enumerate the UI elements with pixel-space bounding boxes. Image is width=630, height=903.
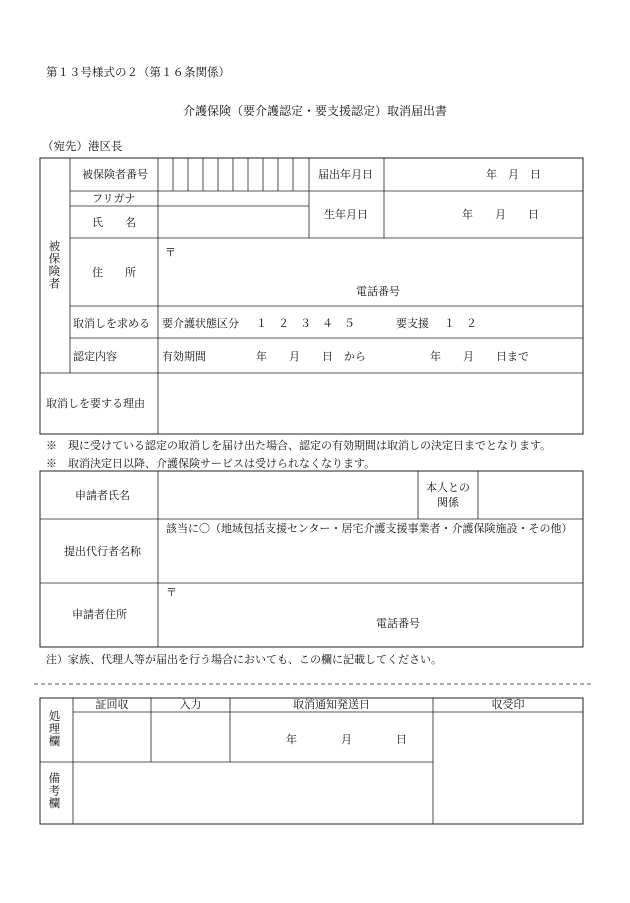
support-label: 要支援: [396, 317, 429, 330]
page-title: 介護保険（要介護認定・要支援認定）取消届出書: [182, 104, 447, 118]
col-notice: 取消通知発送日: [293, 698, 370, 711]
form-id: 第１３号様式の２（第１６条関係）: [46, 65, 230, 79]
relation-label-1: 本人との: [426, 481, 470, 494]
phone-label: 電話番号: [356, 285, 400, 298]
care-level-label: 要介護状態区分: [162, 317, 239, 330]
care-levels: １ ２ ３ ４ ５: [256, 317, 355, 330]
addressee: （宛先）港区長: [42, 139, 123, 153]
address-label: 住 所: [92, 266, 136, 279]
footnote: 注）家族、代理人等が届出を行う場合においても、この欄に記載してください。: [46, 653, 442, 666]
birth-value: 年 月 日: [462, 208, 539, 221]
col-input: 入力: [179, 698, 202, 711]
insured-side-label: 被保険者: [47, 240, 62, 290]
cancel-label: 取消しを求める: [73, 317, 150, 330]
remarks-label: 備考欄: [47, 772, 62, 810]
processing-label: 処理欄: [47, 710, 62, 748]
filing-date-value: 年 月 日: [486, 168, 541, 181]
note-2: ※ 取消決定日以降、介護保険サービスは受けられなくなります。: [46, 457, 376, 470]
applicant-phone-label: 電話番号: [376, 617, 420, 630]
agent-label: 提出代行者名称: [64, 545, 141, 558]
applicant-address-label: 申請者住所: [72, 608, 127, 621]
notice-date: 年 月 日: [286, 733, 407, 746]
cert-label: 認定内容: [73, 350, 117, 363]
agent-hint: 該当に〇（地域包括支援センター・居宅介護支援事業者・介護保険施設・その他）: [166, 522, 573, 535]
reason-label: 取消しを要する理由: [46, 397, 145, 410]
name-label: 氏 名: [92, 216, 136, 229]
insured-number-label: 被保険者番号: [82, 168, 148, 181]
filing-date-label: 届出年月日: [318, 168, 373, 181]
note-1: ※ 現に受けている認定の取消しを届け出た場合、認定の有効期間は取消しの決定日までとなります。: [46, 439, 552, 452]
applicant-name-label: 申請者氏名: [75, 489, 130, 502]
col-stamp: 収受印: [491, 698, 525, 711]
relation-label-2: 関係: [437, 496, 459, 509]
applicant-postal-mark: 〒: [166, 586, 177, 599]
validity-to: 年 月 日まで: [430, 350, 529, 363]
col-receipt: 証回収: [95, 698, 129, 711]
furigana-label: フリガナ: [92, 192, 136, 205]
postal-mark: 〒: [165, 246, 176, 259]
support-levels: １ ２: [444, 317, 477, 330]
validity-from: 年 月 日 から: [256, 350, 366, 363]
birth-label: 生年月日: [324, 208, 368, 221]
validity-label: 有効期間: [162, 350, 206, 363]
